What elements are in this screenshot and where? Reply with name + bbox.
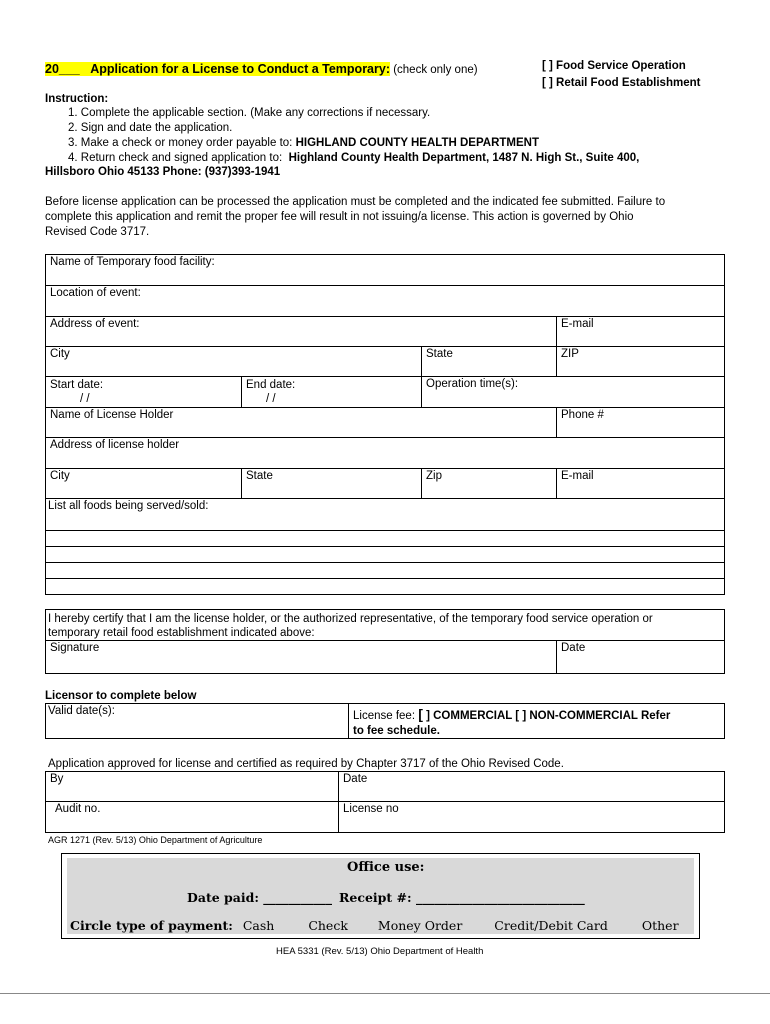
event-state-field[interactable]: State	[421, 346, 557, 377]
payment-cash[interactable]: Cash	[242, 918, 275, 933]
foods-line	[45, 530, 725, 531]
title-text: Application for a License to Conduct a Temporary:	[90, 62, 390, 76]
notice-line-3: Revised Code 3717.	[45, 226, 150, 238]
year-prefix: 20___	[45, 62, 80, 76]
foods-line	[45, 562, 725, 563]
instruction-step-4: 4. Return check and signed application to: Highland County Health Department, 1487 N. High St., Suite 400,	[68, 152, 640, 164]
payment-check[interactable]: Check	[308, 918, 348, 933]
receipt-number: Receipt #: ___________________________	[339, 890, 585, 905]
signature-date-field[interactable]: Date	[556, 640, 725, 674]
instruction-step-3: 3. Make a check or money order payable to: HIGHLAND COUNTY HEALTH DEPARTMENT	[68, 137, 539, 149]
holder-phone-field[interactable]: Phone #	[556, 407, 725, 438]
foods-line	[45, 546, 725, 547]
holder-name-field[interactable]: Name of License Holder	[45, 407, 557, 438]
holder-zip-field[interactable]: Zip	[421, 468, 557, 499]
hea-footer: HEA 5331 (Rev. 5/13) Ohio Department of Health	[276, 946, 484, 957]
license-fee-field[interactable]: License fee: [ ] COMMERCIAL [ ] NON-COMMERCIAL Refer to fee schedule.	[348, 703, 725, 739]
event-email-field[interactable]: E-mail	[556, 316, 725, 347]
instruction-step-1: 1. Complete the applicable section. (Make any corrections if necessary.	[68, 107, 431, 119]
facility-name-field[interactable]: Name of Temporary food facility:	[45, 254, 725, 286]
payment-label: Circle type of payment:	[70, 918, 233, 933]
form-title	[45, 62, 478, 77]
return-address: Highland County Health Department, 1487 N. High St., Suite 400,	[288, 152, 640, 164]
date-paid: Date paid: ___________	[187, 890, 333, 905]
payment-card[interactable]: Credit/Debit Card	[494, 918, 608, 933]
approved-by-field[interactable]: By	[45, 771, 339, 802]
option-retail-food[interactable]: [ ] Retail Food Establishment	[542, 77, 701, 89]
holder-address-field[interactable]: Address of license holder	[45, 437, 725, 469]
office-use-heading: Office use:	[347, 860, 425, 875]
signature-field[interactable]: Signature	[45, 640, 557, 674]
instruction-step-2: 2. Sign and date the application.	[68, 122, 233, 134]
approval-statement: Application approved for license and certified as required by Chapter 3717 of the Ohio Revised Code.	[48, 758, 564, 770]
payee: HIGHLAND COUNTY HEALTH DEPARTMENT	[295, 137, 539, 149]
notice-line-1: Before license application can be processed the application must be completed and the indicated fee submitted. Failure to	[45, 196, 666, 208]
event-city-field[interactable]: City	[45, 346, 422, 377]
holder-state-field[interactable]: State	[241, 468, 422, 499]
holder-email-field[interactable]: E-mail	[556, 468, 725, 499]
certify-box	[45, 609, 725, 641]
holder-city-field[interactable]: City	[45, 468, 242, 499]
certify-line-2: temporary retail food establishment indicated above:	[48, 627, 315, 639]
check-note: (check only one)	[393, 64, 478, 76]
payment-other[interactable]: Other	[641, 918, 679, 933]
return-city: Hillsboro Ohio 45133 Phone: (937)393-1941	[45, 166, 281, 178]
foods-field[interactable]: List all foods being served/sold:	[45, 498, 725, 595]
event-zip-field[interactable]: ZIP	[556, 346, 725, 377]
valid-dates-field[interactable]: Valid date(s):	[45, 703, 349, 739]
end-date-field[interactable]: End date: / /	[241, 376, 422, 408]
start-date-field[interactable]: Start date: / /	[45, 376, 242, 408]
foods-line	[45, 578, 725, 579]
operation-times-field[interactable]: Operation time(s):	[421, 376, 725, 408]
location-field[interactable]: Location of event:	[45, 285, 725, 317]
certify-line-1: I hereby certify that I am the license holder, or the authorized representative, of the temporary food service operation or	[48, 613, 653, 625]
payment-types	[70, 918, 679, 933]
page-bottom-rule	[0, 993, 770, 994]
event-address-field[interactable]: Address of event:	[45, 316, 557, 347]
licensor-heading: Licensor to complete below	[45, 690, 197, 702]
approval-date-field[interactable]: Date	[338, 771, 725, 802]
payment-money-order[interactable]: Money Order	[377, 918, 463, 933]
agr-footer: AGR 1271 (Rev. 5/13) Ohio Department of Agriculture	[48, 835, 263, 845]
office-use-box	[61, 853, 700, 939]
license-no-field[interactable]: License no	[338, 801, 725, 833]
instruction-heading: Instruction:	[45, 93, 109, 105]
option-food-service[interactable]: [ ] Food Service Operation	[542, 60, 686, 72]
audit-no-field[interactable]: Audit no.	[45, 801, 339, 833]
notice-line-2: complete this application and remit the proper fee will result in not issuing/a license. This action is governed by Ohio	[45, 211, 634, 223]
